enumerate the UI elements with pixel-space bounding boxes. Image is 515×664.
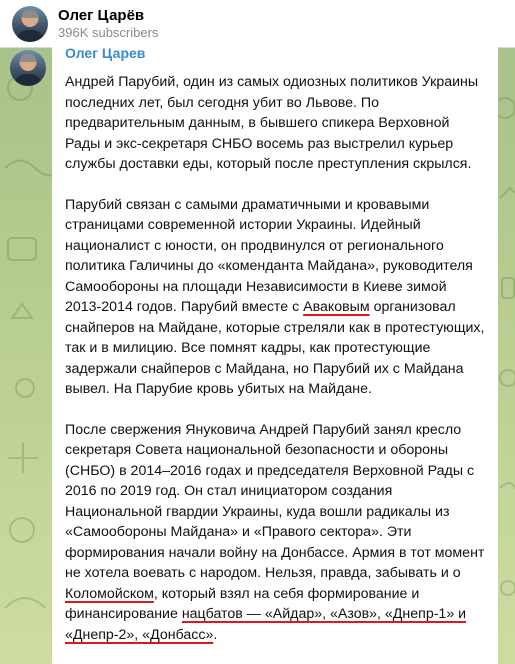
message-paragraph-2: [65, 195, 486, 400]
paragraph-text: Парубий связан с самыми драматичными и кровавыми страницами современной истории Украины. Идейный националист с юности, он продвинулся от регионального политика Галичины до «коменданта Майдана», руководителя Самообороны на площади Независимости в Киеве зимой 2013-2014 годов. Парубий вместе с: [65, 196, 473, 315]
channel-info: [58, 7, 158, 41]
channel-name: Олег Царёв: [58, 6, 145, 24]
underlined-battalions: нацбатов — «Айдар», «Азов», «Днепр-1» и «Днепр-2», «Донбасс»: [65, 606, 467, 643]
paragraph-text: .: [213, 626, 218, 643]
message-author-avatar[interactable]: [10, 50, 46, 86]
channel-avatar[interactable]: [12, 6, 48, 42]
message-paragraph-3: [65, 420, 486, 646]
message-author[interactable]: Олег Царев: [65, 45, 146, 61]
paragraph-text: , который взял на себя формирование и финансирование: [65, 585, 420, 622]
message-bubble: [52, 40, 498, 664]
underlined-name-kolomoisky: Коломойском: [65, 585, 154, 602]
message-paragraph-1: Андрей Парубий, один из самых одиозных политиков Украины последних лет, был сегодня убит во Львове. По предварительным данным, в бывшего спикера Верховной Рады и экс-секретаря СНБО восемь раз выстрелил курьер службы доставки еды, который после преступления скрылся.: [65, 74, 479, 172]
paragraph-text: После свержения Януковича Андрей Парубий занял кресло секретаря Совета национальной безопасности и обороны (СНБО) в 2014–2016 годах и председателя Верховной Рады с 2016 по 2019 год. Он стал инициатором создания Национальной гвардии Украины, куда вошли радикалы из «Самообороны Майдана» и «Правого сектора». Эти формирования начали войну на Донбассе. Армия в тот момент не хотела воевать с народом. Нельзя, правда, забывать и о: [65, 421, 485, 581]
paragraph-text: организовал снайперов на Майдане, которые стреляли как в протестующих, так и в милицию. Все помнят кадры, как протестующие задержали снайперов с Майдана, но Парубий их с Майдана вывел. На Парубие кровь убитых на Майдане.: [65, 299, 485, 397]
underlined-name-avakov: Аваковым: [303, 299, 370, 315]
subscriber-count: 396K subscribers: [58, 24, 159, 40]
